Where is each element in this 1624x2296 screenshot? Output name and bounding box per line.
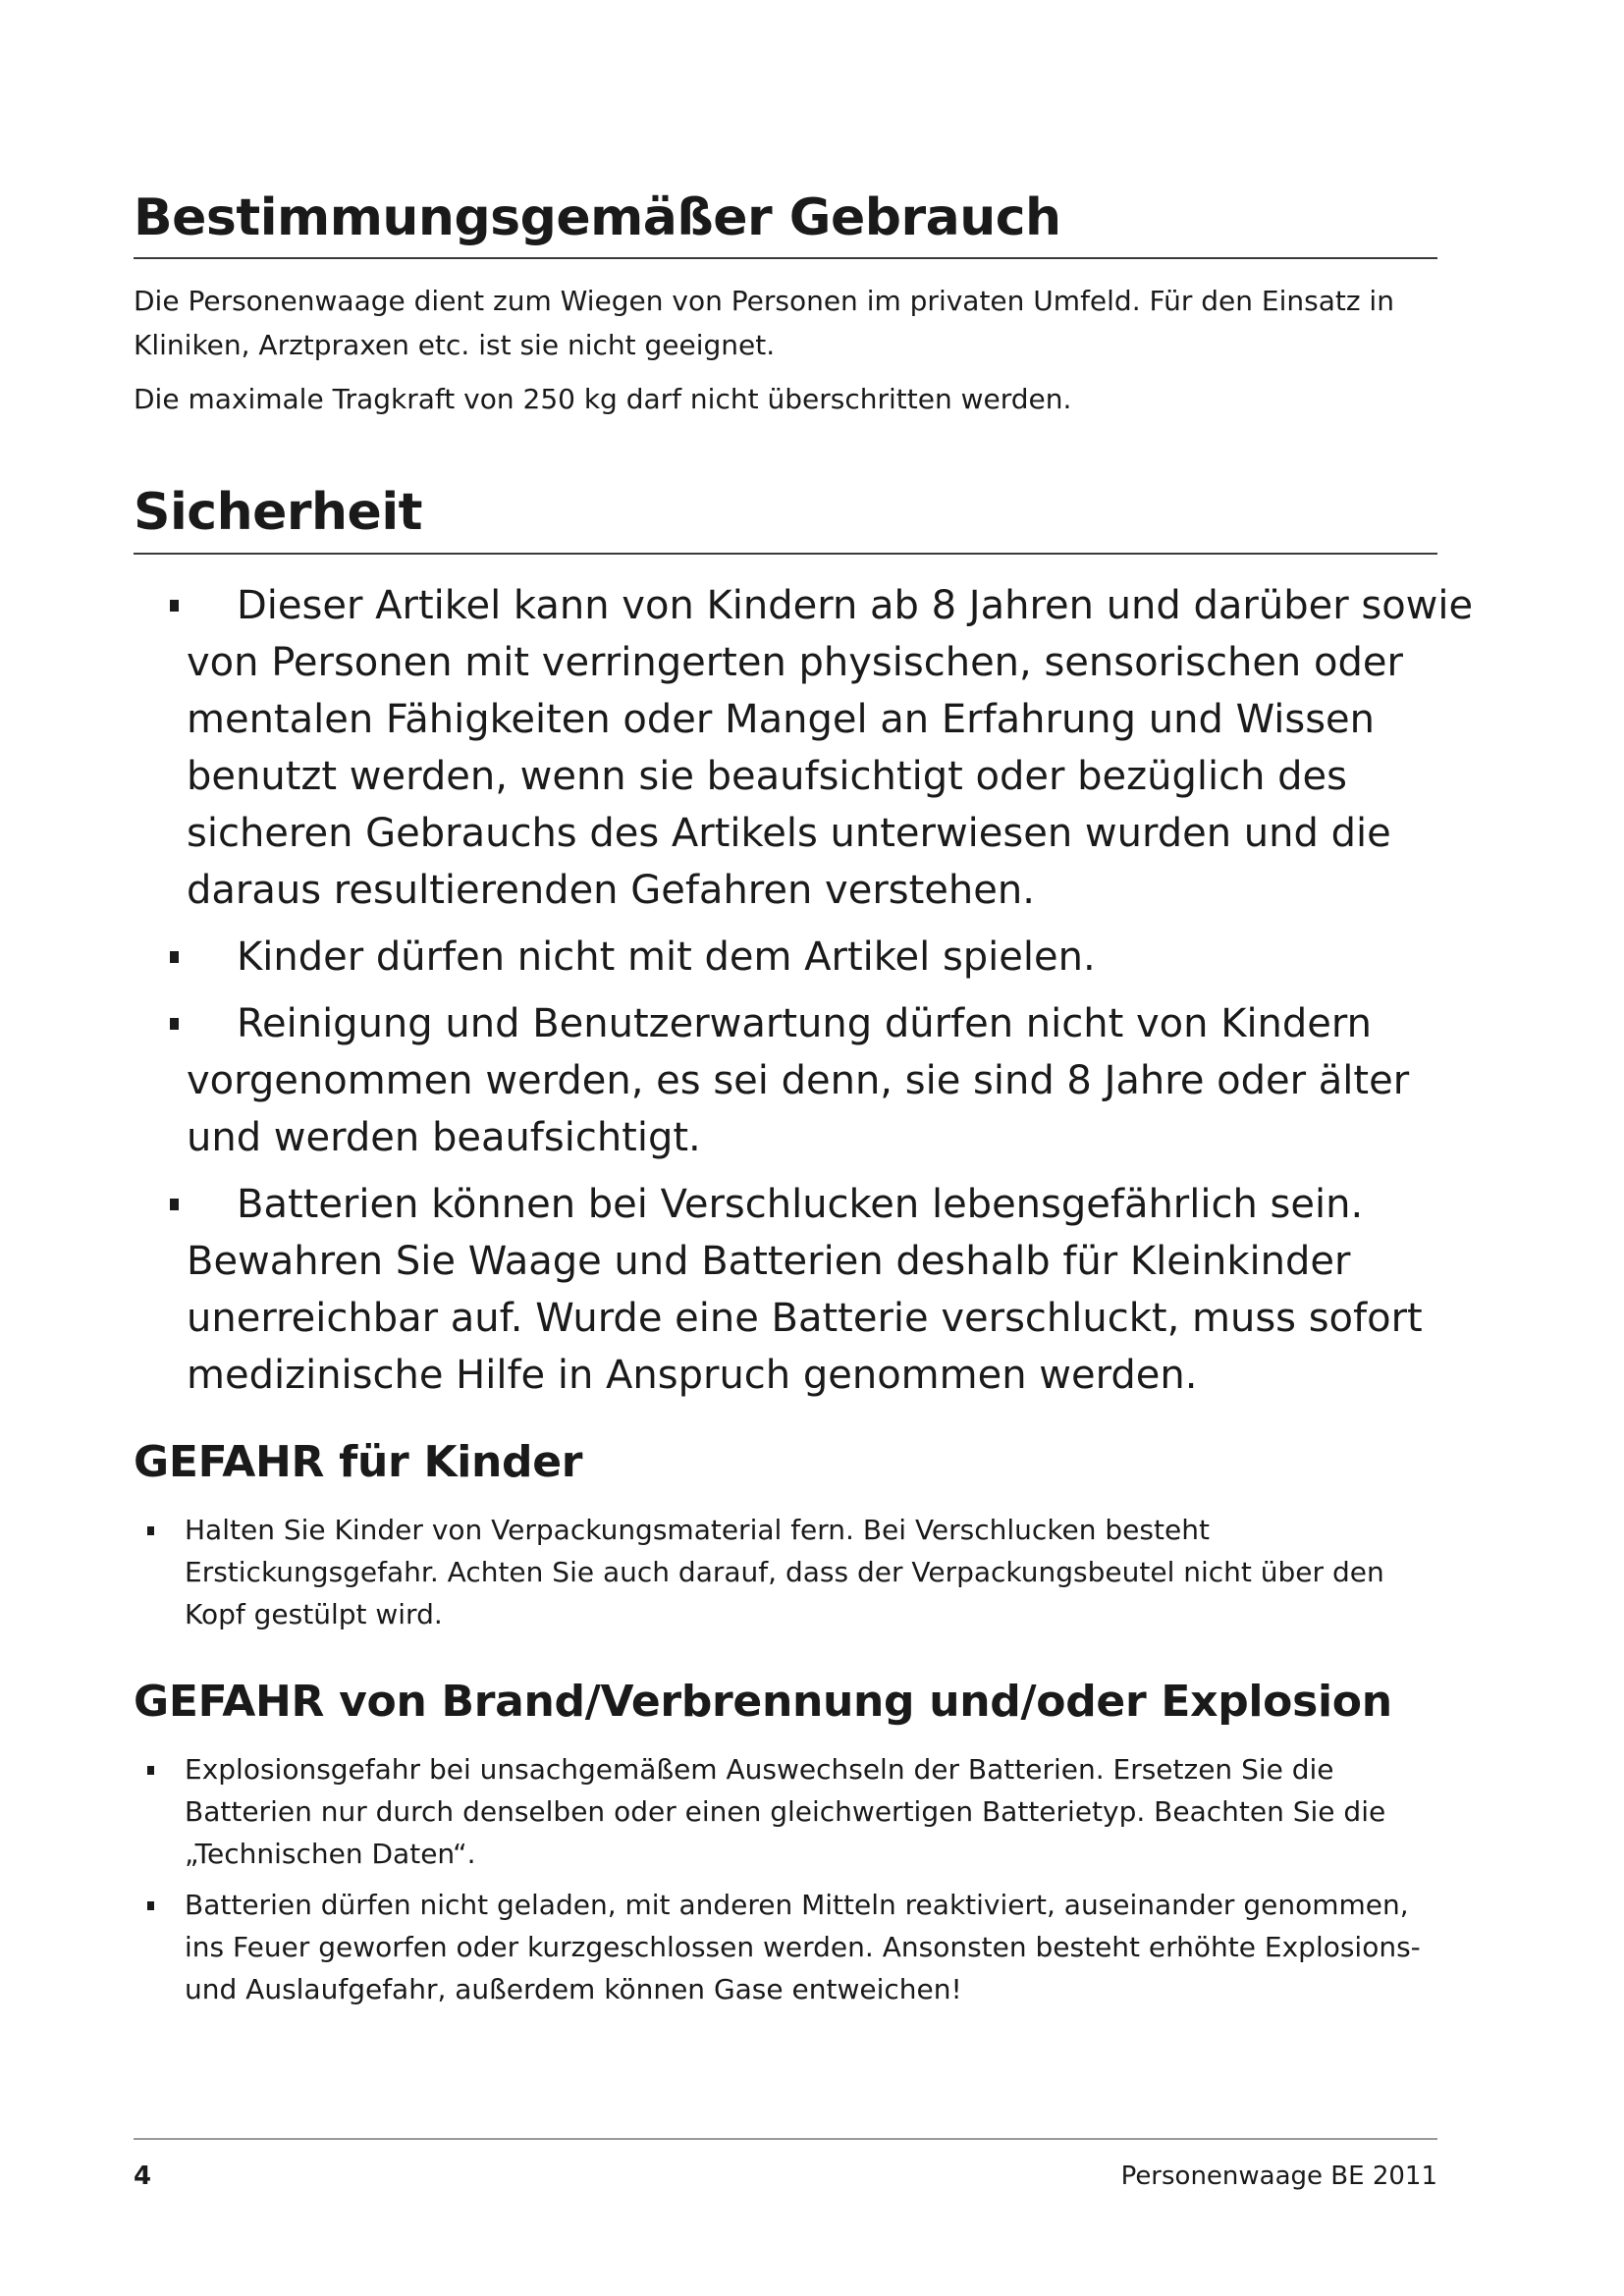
safety-list xyxy=(134,577,1489,1414)
list-item xyxy=(134,577,1489,919)
children-danger-list xyxy=(134,1509,1437,1644)
section-title-usage: Bestimmungsgemäßer Gebrauch xyxy=(134,188,1061,247)
bullet-icon xyxy=(170,1199,179,1210)
section-title-fire-danger: GEFAHR von Brand/Verbrennung und/oder Explosion xyxy=(134,1677,1392,1727)
footer-divider xyxy=(134,2138,1437,2140)
list-item xyxy=(134,995,1489,1166)
footer-document-title: Personenwaage BE 2011 xyxy=(1120,2162,1437,2191)
list-item xyxy=(134,1176,1489,1404)
list-item xyxy=(134,929,1489,986)
bullet-icon xyxy=(147,1526,154,1535)
section-divider xyxy=(134,257,1437,259)
safety-item-text: Dieser Artikel kann von Kindern ab 8 Jahren und darüber sowie von Personen mit verringerten physischen, sensorischen oder mentalen Fähigkeiten oder Mangel an Erfahrung und Wissen benutzt werden, wenn sie beaufsichtigt oder bezüglich des sicheren Gebrauchs des Artikels unterwiesen wurden und die daraus resultierenden Gefahren verstehen. xyxy=(187,583,1474,913)
bullet-icon xyxy=(147,1766,154,1775)
section-title-safety: Sicherheit xyxy=(134,483,422,542)
usage-paragraph-1: Die Personenwaage dient zum Wiegen von Personen im privaten Umfeld. Für den Einsatz in Kliniken, Arztpraxen etc. ist sie nicht geeignet. xyxy=(134,285,1394,361)
bullet-icon xyxy=(170,1018,179,1030)
fire-danger-item-text: Batterien dürfen nicht geladen, mit anderen Mitteln reaktiviert, auseinander genommen, ins Feuer geworfen oder kurzgeschlossen werden. Ansonsten besteht erhöhte Explosions- und Auslaufgefahr, außerdem können Gase entweichen! xyxy=(185,1889,1421,2005)
page-number: 4 xyxy=(134,2162,152,2191)
children-danger-item-text: Halten Sie Kinder von Verpackungsmaterial fern. Bei Verschlucken besteht Erstickungsgefahr. Achten Sie auch darauf, dass der Verpackungsbeutel nicht über den Kopf gestülpt wird. xyxy=(185,1514,1384,1630)
bullet-icon xyxy=(147,1901,154,1910)
list-item xyxy=(134,1748,1437,1875)
section-title-children-danger: GEFAHR für Kinder xyxy=(134,1437,583,1487)
list-item xyxy=(134,1509,1437,1635)
safety-item-text: Batterien können bei Verschlucken lebensgefährlich sein. Bewahren Sie Waage und Batterien deshalb für Kleinkinder unerreichbar auf. Wurde eine Batterie verschluckt, muss sofort medizinische Hilfe in Anspruch genommen werden. xyxy=(187,1182,1423,1398)
list-item xyxy=(134,1884,1437,2010)
fire-danger-list xyxy=(134,1748,1437,2019)
safety-item-text: Kinder dürfen nicht mit dem Artikel spielen. xyxy=(237,934,1096,980)
document-page xyxy=(134,0,1474,2296)
bullet-icon xyxy=(170,600,179,612)
fire-danger-item-text: Explosionsgefahr bei unsachgemäßem Auswechseln der Batterien. Ersetzen Sie die Batterien nur durch denselben oder einen gleichwertigen Batterietyp. Beachten Sie die „Technischen Daten“. xyxy=(185,1753,1386,1870)
bullet-icon xyxy=(170,951,179,963)
section-divider xyxy=(134,553,1437,555)
usage-paragraph-2: Die maximale Tragkraft von 250 kg darf nicht überschritten werden. xyxy=(134,383,1072,415)
safety-item-text: Reinigung und Benutzerwartung dürfen nicht von Kindern vorgenommen werden, es sei denn, sie sind 8 Jahre oder älter und werden beaufsichtigt. xyxy=(187,1001,1410,1160)
